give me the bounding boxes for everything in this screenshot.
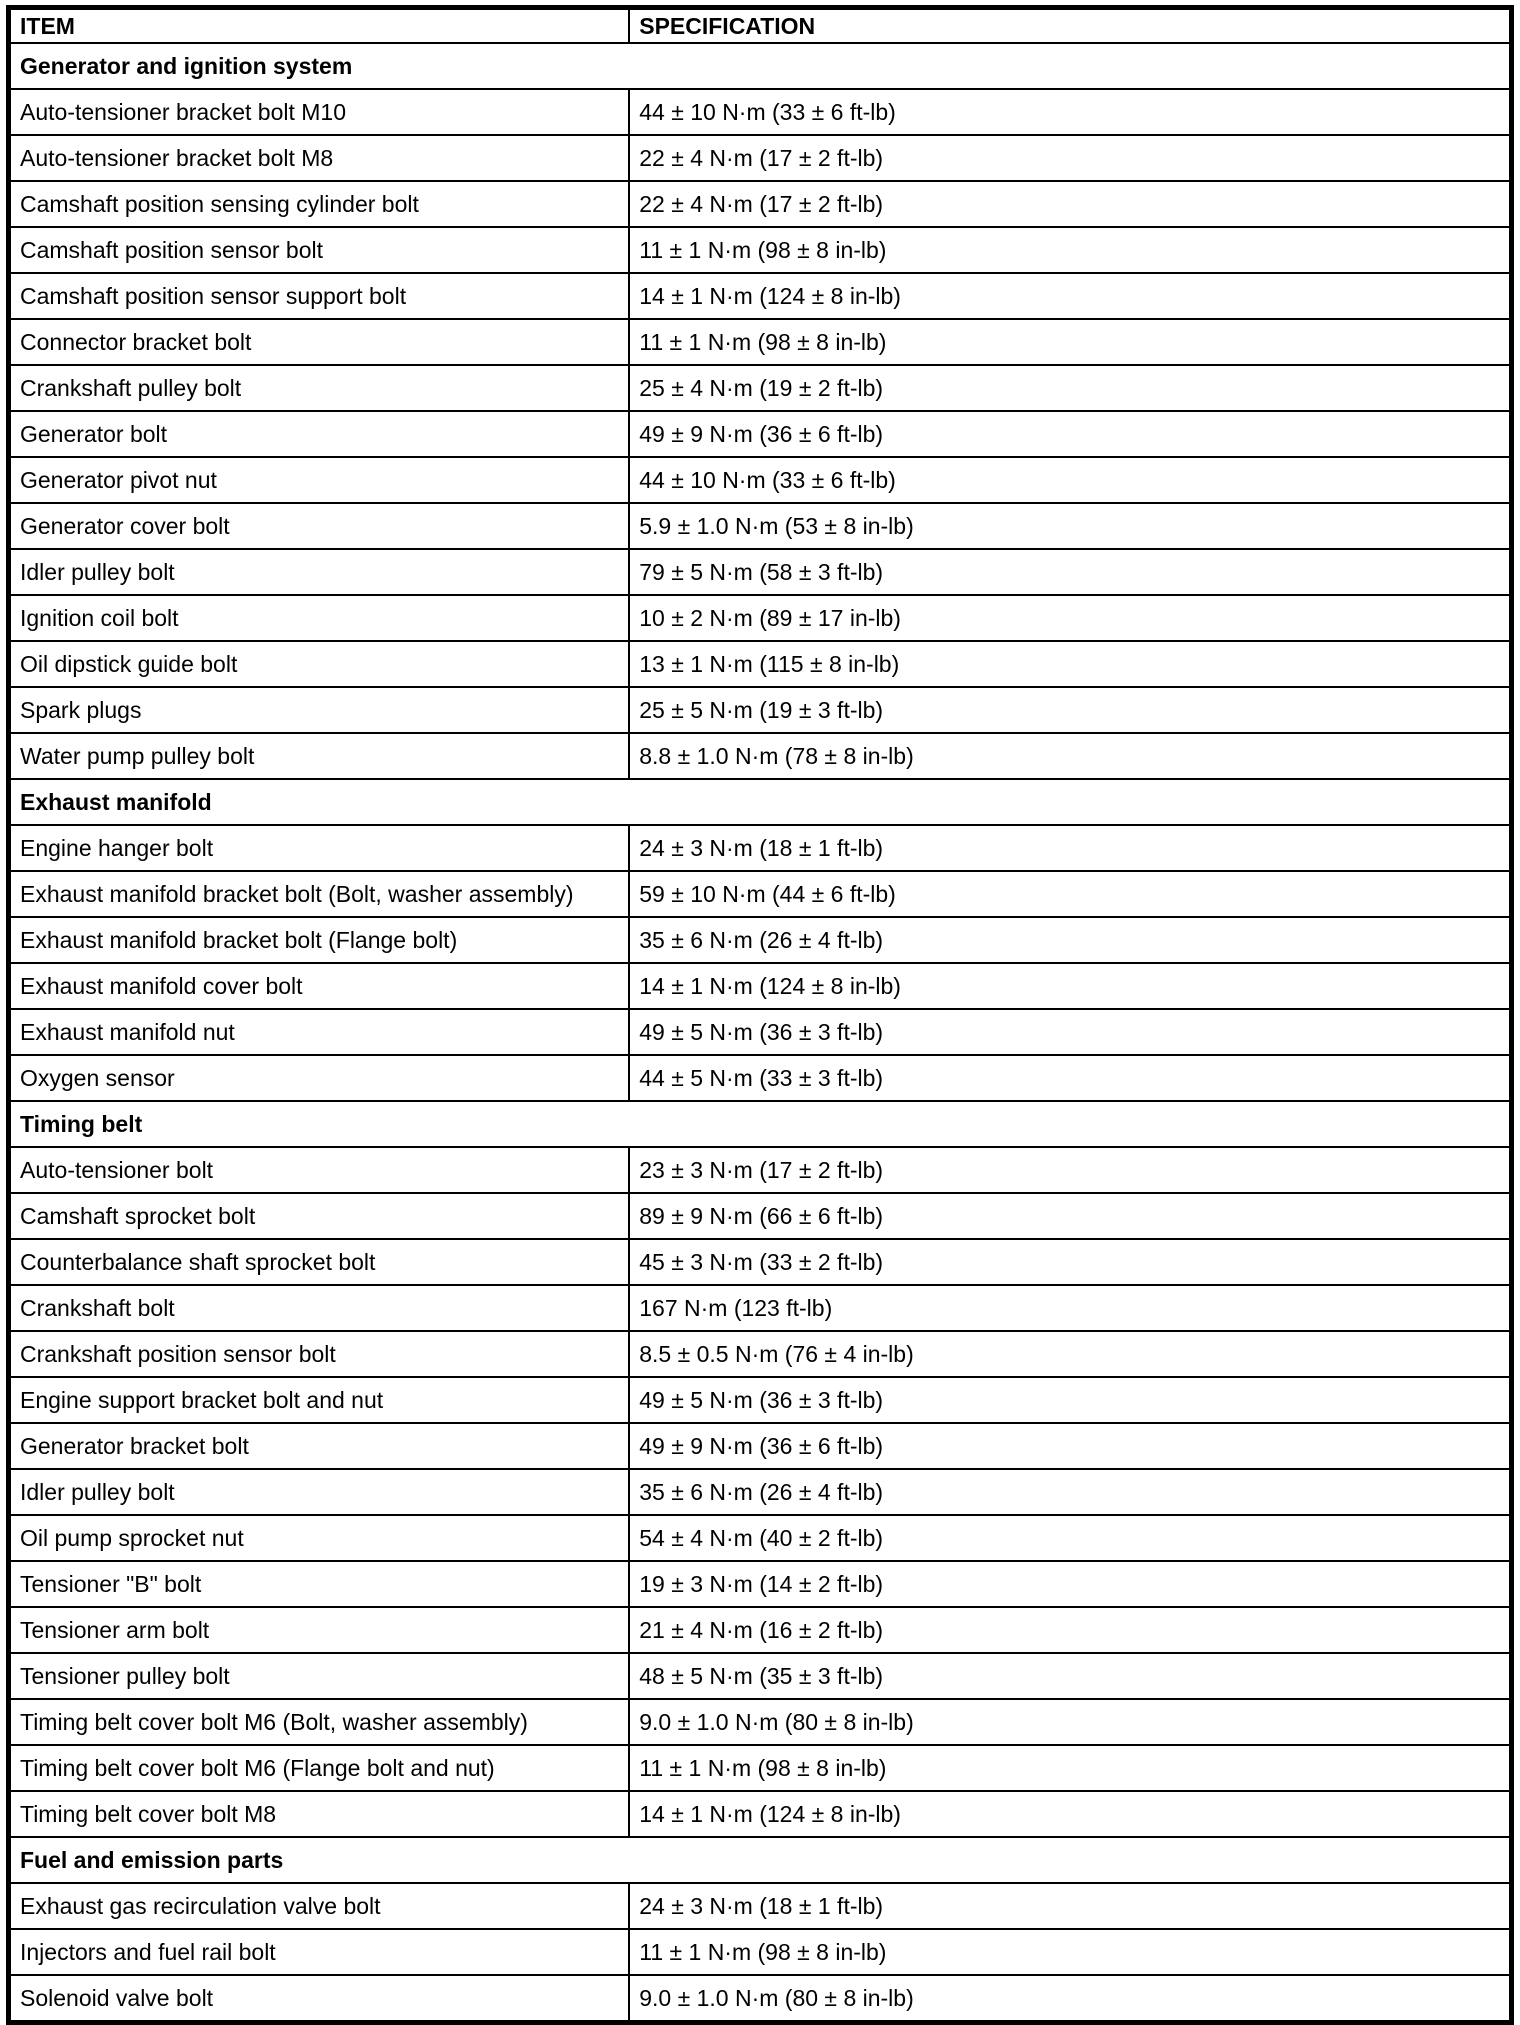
table-row bbox=[9, 825, 1512, 871]
spec-cell: 35 ± 6 N·m (26 ± 4 ft-lb) bbox=[629, 917, 1511, 963]
table-row bbox=[9, 1929, 1512, 1975]
spec-cell: 25 ± 4 N·m (19 ± 2 ft-lb) bbox=[629, 365, 1511, 411]
section-title: Generator and ignition system bbox=[9, 43, 1512, 89]
table-row bbox=[9, 135, 1512, 181]
item-cell: Engine hanger bolt bbox=[9, 825, 630, 871]
item-cell: Camshaft sprocket bolt bbox=[9, 1193, 630, 1239]
item-cell: Auto-tensioner bolt bbox=[9, 1147, 630, 1193]
table-row bbox=[9, 457, 1512, 503]
spec-cell: 11 ± 1 N·m (98 ± 8 in-lb) bbox=[629, 319, 1511, 365]
spec-cell: 24 ± 3 N·m (18 ± 1 ft-lb) bbox=[629, 1883, 1511, 1929]
spec-cell: 14 ± 1 N·m (124 ± 8 in-lb) bbox=[629, 1791, 1511, 1837]
spec-cell: 14 ± 1 N·m (124 ± 8 in-lb) bbox=[629, 273, 1511, 319]
item-cell: Engine support bracket bolt and nut bbox=[9, 1377, 630, 1423]
item-cell: Oil pump sprocket nut bbox=[9, 1515, 630, 1561]
item-cell: Timing belt cover bolt M6 (Flange bolt and nut) bbox=[9, 1745, 630, 1791]
item-cell: Generator bolt bbox=[9, 411, 630, 457]
item-cell: Crankshaft pulley bolt bbox=[9, 365, 630, 411]
table-row bbox=[9, 733, 1512, 779]
spec-cell: 54 ± 4 N·m (40 ± 2 ft-lb) bbox=[629, 1515, 1511, 1561]
spec-cell: 21 ± 4 N·m (16 ± 2 ft-lb) bbox=[629, 1607, 1511, 1653]
spec-cell: 25 ± 5 N·m (19 ± 3 ft-lb) bbox=[629, 687, 1511, 733]
table-row bbox=[9, 1883, 1512, 1929]
item-cell: Generator pivot nut bbox=[9, 457, 630, 503]
item-cell: Exhaust manifold cover bolt bbox=[9, 963, 630, 1009]
table-row bbox=[9, 1515, 1512, 1561]
item-cell: Crankshaft position sensor bolt bbox=[9, 1331, 630, 1377]
item-cell: Oil dipstick guide bolt bbox=[9, 641, 630, 687]
table-row bbox=[9, 1607, 1512, 1653]
item-cell: Generator bracket bolt bbox=[9, 1423, 630, 1469]
table-row bbox=[9, 1653, 1512, 1699]
table-row bbox=[9, 1239, 1512, 1285]
table-row bbox=[9, 319, 1512, 365]
table-row bbox=[9, 549, 1512, 595]
spec-cell: 13 ± 1 N·m (115 ± 8 in-lb) bbox=[629, 641, 1511, 687]
table-header bbox=[9, 8, 1512, 44]
spec-cell: 8.5 ± 0.5 N·m (76 ± 4 in-lb) bbox=[629, 1331, 1511, 1377]
section-title: Exhaust manifold bbox=[9, 779, 1512, 825]
table-row bbox=[9, 1055, 1512, 1101]
item-cell: Timing belt cover bolt M6 (Bolt, washer assembly) bbox=[9, 1699, 630, 1745]
table-row bbox=[9, 1975, 1512, 2023]
item-cell: Ignition coil bolt bbox=[9, 595, 630, 641]
table-row bbox=[9, 503, 1512, 549]
table-row bbox=[9, 1791, 1512, 1837]
section-header-row bbox=[9, 1101, 1512, 1147]
section-header-row bbox=[9, 43, 1512, 89]
table-row bbox=[9, 1193, 1512, 1239]
item-cell: Generator cover bolt bbox=[9, 503, 630, 549]
spec-cell: 35 ± 6 N·m (26 ± 4 ft-lb) bbox=[629, 1469, 1511, 1515]
item-cell: Auto-tensioner bracket bolt M8 bbox=[9, 135, 630, 181]
item-cell: Crankshaft bolt bbox=[9, 1285, 630, 1331]
spec-cell: 44 ± 10 N·m (33 ± 6 ft-lb) bbox=[629, 457, 1511, 503]
spec-cell: 48 ± 5 N·m (35 ± 3 ft-lb) bbox=[629, 1653, 1511, 1699]
item-cell: Counterbalance shaft sprocket bolt bbox=[9, 1239, 630, 1285]
section-header-row bbox=[9, 1837, 1512, 1883]
spec-cell: 10 ± 2 N·m (89 ± 17 in-lb) bbox=[629, 595, 1511, 641]
table-row bbox=[9, 1377, 1512, 1423]
spec-cell: 19 ± 3 N·m (14 ± 2 ft-lb) bbox=[629, 1561, 1511, 1607]
header-row bbox=[9, 8, 1512, 44]
table-row bbox=[9, 89, 1512, 135]
table-row bbox=[9, 1745, 1512, 1791]
spec-cell: 79 ± 5 N·m (58 ± 3 ft-lb) bbox=[629, 549, 1511, 595]
spec-cell: 49 ± 5 N·m (36 ± 3 ft-lb) bbox=[629, 1377, 1511, 1423]
table-row bbox=[9, 411, 1512, 457]
item-column-header: ITEM bbox=[9, 8, 630, 44]
item-cell: Water pump pulley bolt bbox=[9, 733, 630, 779]
spec-cell: 44 ± 10 N·m (33 ± 6 ft-lb) bbox=[629, 89, 1511, 135]
item-cell: Auto-tensioner bracket bolt M10 bbox=[9, 89, 630, 135]
item-cell: Tensioner "B" bolt bbox=[9, 1561, 630, 1607]
item-cell: Exhaust manifold nut bbox=[9, 1009, 630, 1055]
spec-cell: 11 ± 1 N·m (98 ± 8 in-lb) bbox=[629, 227, 1511, 273]
spec-cell: 44 ± 5 N·m (33 ± 3 ft-lb) bbox=[629, 1055, 1511, 1101]
spec-cell: 45 ± 3 N·m (33 ± 2 ft-lb) bbox=[629, 1239, 1511, 1285]
item-cell: Injectors and fuel rail bolt bbox=[9, 1929, 630, 1975]
spec-cell: 14 ± 1 N·m (124 ± 8 in-lb) bbox=[629, 963, 1511, 1009]
spec-cell: 49 ± 9 N·m (36 ± 6 ft-lb) bbox=[629, 1423, 1511, 1469]
section-title: Fuel and emission parts bbox=[9, 1837, 1512, 1883]
section-header-row bbox=[9, 779, 1512, 825]
table-row bbox=[9, 641, 1512, 687]
item-cell: Camshaft position sensor bolt bbox=[9, 227, 630, 273]
table-body bbox=[9, 43, 1512, 2023]
item-cell: Solenoid valve bolt bbox=[9, 1975, 630, 2023]
item-cell: Exhaust manifold bracket bolt (Flange bolt) bbox=[9, 917, 630, 963]
item-cell: Camshaft position sensor support bolt bbox=[9, 273, 630, 319]
table-row bbox=[9, 273, 1512, 319]
spec-cell: 49 ± 9 N·m (36 ± 6 ft-lb) bbox=[629, 411, 1511, 457]
item-cell: Exhaust manifold bracket bolt (Bolt, washer assembly) bbox=[9, 871, 630, 917]
table-row bbox=[9, 687, 1512, 733]
spec-cell: 23 ± 3 N·m (17 ± 2 ft-lb) bbox=[629, 1147, 1511, 1193]
specification-column-header: SPECIFICATION bbox=[629, 8, 1511, 44]
item-cell: Exhaust gas recirculation valve bolt bbox=[9, 1883, 630, 1929]
table-row bbox=[9, 1331, 1512, 1377]
table-row bbox=[9, 963, 1512, 1009]
item-cell: Camshaft position sensing cylinder bolt bbox=[9, 181, 630, 227]
item-cell: Connector bracket bolt bbox=[9, 319, 630, 365]
item-cell: Tensioner arm bolt bbox=[9, 1607, 630, 1653]
spec-cell: 167 N·m (123 ft-lb) bbox=[629, 1285, 1511, 1331]
spec-cell: 22 ± 4 N·m (17 ± 2 ft-lb) bbox=[629, 181, 1511, 227]
table-row bbox=[9, 595, 1512, 641]
section-title: Timing belt bbox=[9, 1101, 1512, 1147]
table-row bbox=[9, 1561, 1512, 1607]
table-row bbox=[9, 871, 1512, 917]
table-row bbox=[9, 1285, 1512, 1331]
item-cell: Idler pulley bolt bbox=[9, 549, 630, 595]
spec-cell: 59 ± 10 N·m (44 ± 6 ft-lb) bbox=[629, 871, 1511, 917]
table-row bbox=[9, 365, 1512, 411]
spec-cell: 89 ± 9 N·m (66 ± 6 ft-lb) bbox=[629, 1193, 1511, 1239]
table-row bbox=[9, 1423, 1512, 1469]
item-cell: Idler pulley bolt bbox=[9, 1469, 630, 1515]
item-cell: Tensioner pulley bolt bbox=[9, 1653, 630, 1699]
spec-cell: 9.0 ± 1.0 N·m (80 ± 8 in-lb) bbox=[629, 1699, 1511, 1745]
table-row bbox=[9, 1699, 1512, 1745]
item-cell: Timing belt cover bolt M8 bbox=[9, 1791, 630, 1837]
table-row bbox=[9, 1147, 1512, 1193]
spec-cell: 8.8 ± 1.0 N·m (78 ± 8 in-lb) bbox=[629, 733, 1511, 779]
table-row bbox=[9, 917, 1512, 963]
spec-cell: 5.9 ± 1.0 N·m (53 ± 8 in-lb) bbox=[629, 503, 1511, 549]
table-row bbox=[9, 227, 1512, 273]
spec-cell: 49 ± 5 N·m (36 ± 3 ft-lb) bbox=[629, 1009, 1511, 1055]
spec-cell: 11 ± 1 N·m (98 ± 8 in-lb) bbox=[629, 1745, 1511, 1791]
spec-cell: 22 ± 4 N·m (17 ± 2 ft-lb) bbox=[629, 135, 1511, 181]
table-row bbox=[9, 1469, 1512, 1515]
item-cell: Spark plugs bbox=[9, 687, 630, 733]
spec-cell: 9.0 ± 1.0 N·m (80 ± 8 in-lb) bbox=[629, 1975, 1511, 2023]
table-row bbox=[9, 181, 1512, 227]
spec-cell: 11 ± 1 N·m (98 ± 8 in-lb) bbox=[629, 1929, 1511, 1975]
spec-cell: 24 ± 3 N·m (18 ± 1 ft-lb) bbox=[629, 825, 1511, 871]
item-cell: Oxygen sensor bbox=[9, 1055, 630, 1101]
torque-spec-table bbox=[6, 5, 1514, 2025]
table-row bbox=[9, 1009, 1512, 1055]
